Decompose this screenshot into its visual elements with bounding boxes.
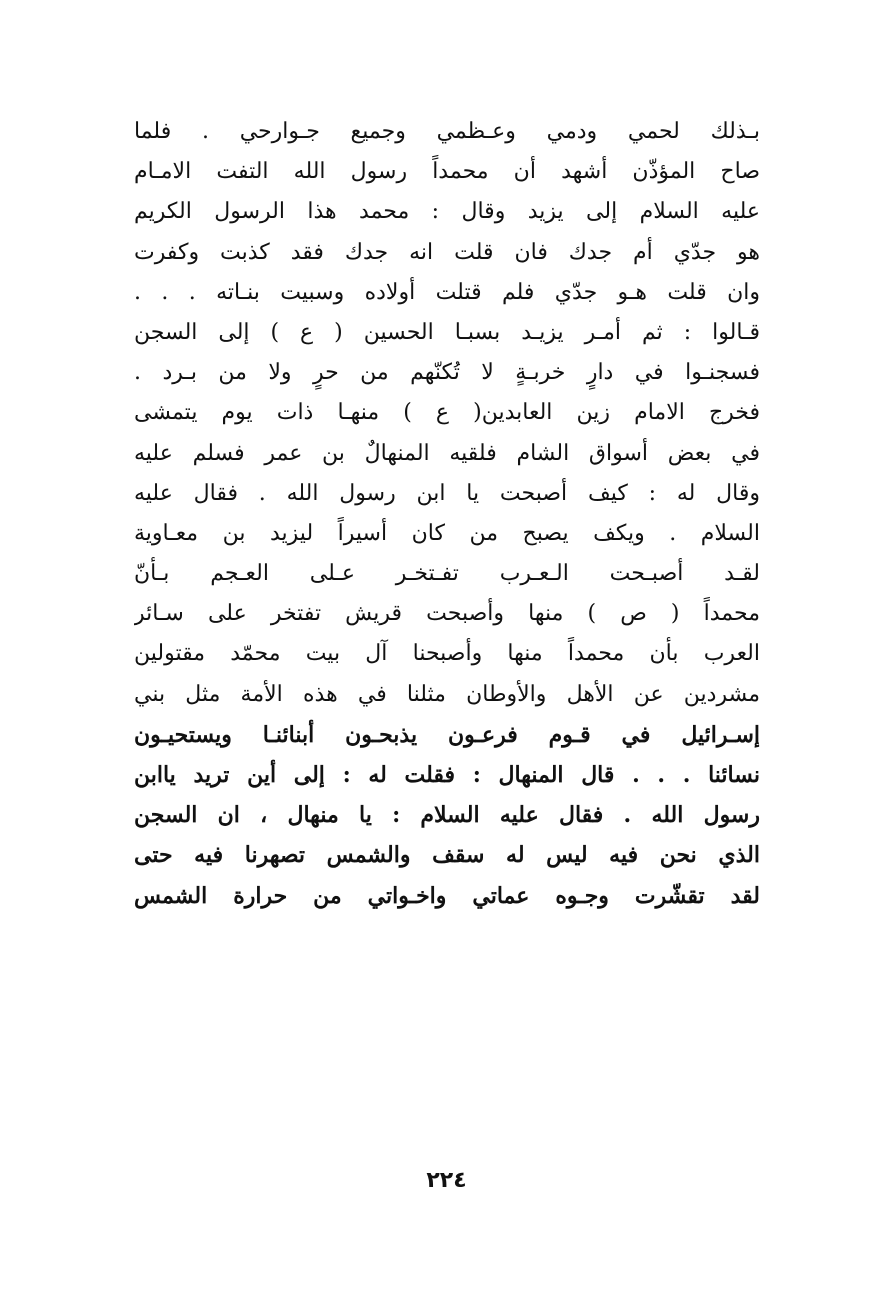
text-line-14: العرب بأن محمداً منها وأصبحنا آل بيت محمّد مقتولين bbox=[134, 641, 760, 667]
text-line-6: قـالوا : ثم أمـر يزيـد بسبـا الحسين ( ع ) إلى السجن bbox=[134, 319, 760, 345]
text-line-20: لقد تقشّرت وجـوه عماتي واخـواتي من حرارة الشمس bbox=[134, 882, 760, 909]
text-line-3: عليه السلام إلى يزيد وقال : محمد هذا الرسول الكريم bbox=[134, 199, 760, 225]
text-line-8: فخرج الامام زين العابدين( ع ) منهـا ذات يوم يتمشى bbox=[134, 400, 760, 426]
text-line-12: لقـد أصبـحت الـعـرب تفـتخـر عـلى العـجم بـأنّ bbox=[134, 561, 760, 587]
text-line-18: رسول الله . فقال عليه السلام : يا منهال ، ان السجن bbox=[134, 802, 760, 829]
page-number: ٢٢٤ bbox=[426, 1168, 467, 1193]
text-line-15: مشردين عن الأهل والأوطان مثلنا في هذه الأمة مثل بني bbox=[134, 681, 760, 707]
text-line-17: نسائنا . . . قال المنهال : فقلت له : إلى أين تريد ياابن bbox=[134, 762, 760, 788]
text-line-5: وان قلت هـو جدّي فلم قتلت أولاده وسبيت بنـاته . . . bbox=[134, 279, 760, 305]
text-line-13: محمداً ( ص ) منها وأصبحت قريش تفتخر على سـائر bbox=[134, 601, 760, 627]
text-line-2: صاح المؤذّن أشهد أن محمداً رسول الله التفت الامـام bbox=[134, 159, 760, 185]
text-line-1: بـذلك لحمي ودمي وعـظمي وجميع جـوارحي . فلما bbox=[134, 119, 760, 144]
text-line-11: السلام . ويكف يصبح من كان أسيراً ليزيد بن معـاوية bbox=[134, 520, 760, 546]
text-line-19: الذي نحن فيه ليس له سقف والشمس تصهرنا فيه حتى bbox=[134, 842, 760, 869]
text-line-7: فسجنـوا في دارٍ خربـةٍ لا تُكنّهم من حرٍ ولا من بـرد . bbox=[134, 360, 760, 386]
text-line-16: إسـرائيل في قـوم فرعـون يذبحـون أبنائنـا ويستحيـون bbox=[134, 721, 760, 748]
text-line-4: هو جدّي أم جدك فان قلت انه جدك فقد كذبت وكفرت bbox=[134, 239, 760, 265]
text-line-9: في بعض أسواق الشام فلقيه المنهالٌ بن عمر فسلم عليه bbox=[134, 440, 760, 466]
body-text bbox=[134, 112, 760, 916]
text-line-10: وقال له : كيف أصبحت يا ابن رسول الله . فقال عليه bbox=[134, 480, 760, 506]
